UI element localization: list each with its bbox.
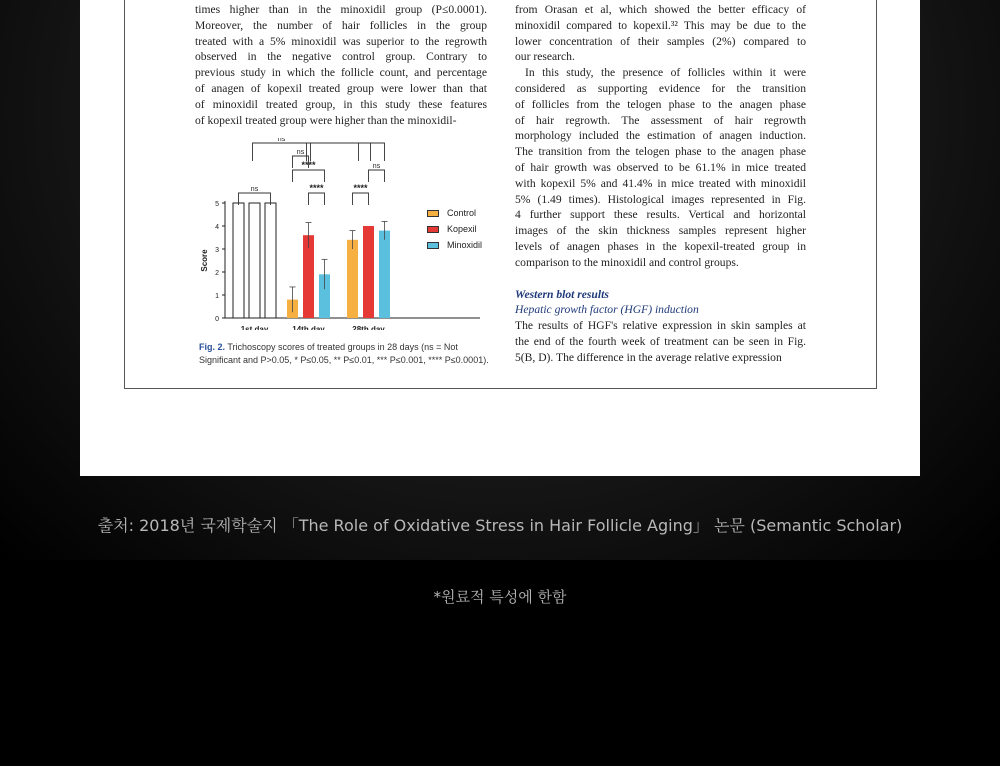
text-line: from Orasan et al, which showed the better efficacy of [515,3,806,16]
text-line: morphology included the estimation of anagen induction. [515,129,806,143]
x-tick-label: 28th day [352,325,385,330]
section-title: Western blot results [515,287,609,301]
significance-label: ns [250,186,259,193]
bar [249,203,260,318]
text-line: The transition from the telogen phase to the anagen phase [515,145,806,159]
text-line: of kopexil treated group were higher than the minoxidil- [195,113,457,127]
significance-label: **** [309,183,324,193]
caption-text: Trichoscopy scores of treated groups in 28 days (ns = Not Significant and P>0.05, * P≤0.05, ** P≤0.01, *** P≤0.001, **** P≤0.0001). [199,342,489,365]
bar [379,231,390,318]
text-line: our research. [515,50,575,64]
text-line: levels of anagen phases in the kopexil-treated group in [515,239,806,253]
legend-swatch [427,242,439,249]
text-line: previous study in which the follicle count, and percentage [195,66,487,80]
text-line: Moreover, the number of hair follicles in the group [195,18,487,32]
paper-excerpt [80,0,920,476]
text-line: In this study, the presence of follicles within it were [525,66,806,80]
left-column-text [195,2,487,128]
text-line: treated with a 5% minoxidil was superior to the regrowth [195,34,487,48]
y-tick-label: 4 [215,224,219,231]
text-line: of hair growth was observed to be 61.1% in mice treated [515,160,806,174]
bar [363,226,374,318]
x-tick-label: 1st day [240,325,269,330]
text-line: the end of the fourth week of treatment can be seen in Fig. [515,334,806,348]
significance-label: **** [353,183,368,193]
legend-swatch [427,210,439,217]
y-tick-label: 1 [215,293,219,300]
bar [265,203,276,318]
text-line: observed in the negative control group. Contrary to [195,50,487,64]
text-line: lower concentration of their samples (2%) compared to [515,34,806,48]
text-line: 5(B, D). The difference in the average relative expression [515,350,782,364]
significance-bracket [353,193,369,205]
legend-swatch [427,226,439,233]
bar [347,240,358,318]
significance-label: ns [372,163,381,170]
significance-label: ns [296,149,305,156]
y-axis-label: Score [200,249,209,272]
text-line: of minoxidil treated group, in this study these features [195,97,487,111]
x-tick-label: 14th day [292,325,325,330]
significance-bracket [359,143,385,161]
y-tick-label: 2 [215,270,219,277]
y-tick-label: 5 [215,201,219,208]
subsection-title: Hepatic growth factor (HGF) induction [515,303,699,317]
bar [233,203,244,318]
legend-label: Kopexil [447,224,477,234]
legend-label: Control [447,208,477,218]
figure-caption [199,341,499,367]
text-line: of hair regrowth. The assessment of hair regrowth [515,113,806,127]
chart-legend [427,205,482,253]
source-caption: 출처: 2018년 국제학술지 「The Role of Oxidative Stress in Hair Follicle Aging」 논문 (Semantic Scholar) [97,516,903,535]
text-line: 5% (1.49 times). Histological images represented in Fig. [515,192,806,206]
text-line: 4 further support these results. Vertical and horizontal [515,208,806,222]
text-line: of anagen of kopexil treated group were lower than that [195,81,487,95]
text-line: considered as supporting evidence for the transition [515,81,806,95]
y-tick-label: 0 [215,316,219,323]
text-line: The results of HGF's relative expression in skin samples at [515,319,806,333]
significance-bracket [307,143,371,161]
text-line: with kopexil 5% and 41.4% in mice treated with minoxidil [515,176,806,190]
significance-bracket [369,170,385,182]
legend-label: Minoxidil [447,240,483,250]
disclaimer-note: *원료적 특성에 한함 [433,588,567,606]
y-tick-label: 3 [215,247,219,254]
text-line: of follicles from the telogen phase to the anagen phase [515,97,806,111]
text-line: comparison to the minoxidil and control groups. [515,255,739,269]
caption-label: Fig. 2. [199,342,226,352]
significance-bracket [293,170,325,182]
significance-label: ** [367,138,376,143]
legend-item [427,221,482,237]
right-column-text [515,2,806,366]
significance-label: ns [277,138,286,143]
text-line: minoxidil compared to kopexil.³² This may be due to the [515,18,806,32]
significance-label: **** [301,160,316,170]
legend-item [427,237,482,253]
text-line: times higher than in the minoxidil group (P≤0.0001). [195,3,487,16]
text-line: images of the skin thickness samples represent higher [515,224,806,238]
significance-label: **** [331,138,346,143]
significance-bracket [309,193,325,205]
legend-item [427,205,482,221]
